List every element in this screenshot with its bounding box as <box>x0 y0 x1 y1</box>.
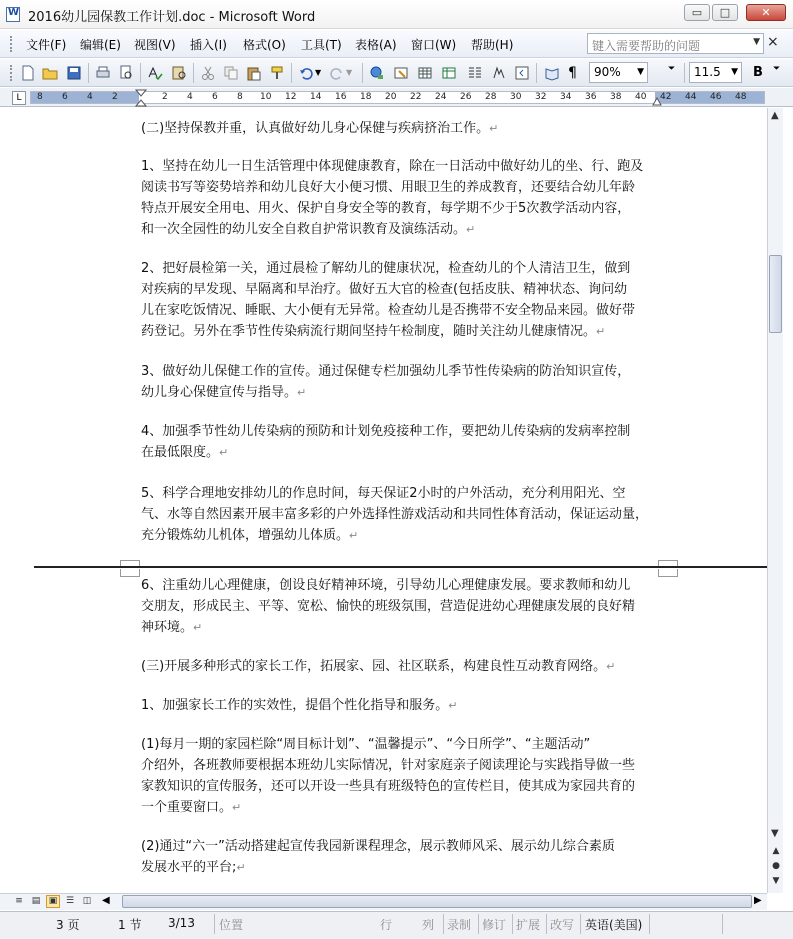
menu-format[interactable]: 格式(O) <box>243 38 286 52</box>
print-icon[interactable] <box>95 65 111 81</box>
menu-window[interactable]: 窗口(W) <box>411 38 457 52</box>
paragraph-mark: ↵ <box>606 660 616 673</box>
doc-line: 5、科学合理地安排幼儿的作息时间，每天保证2小时的户外活动，充分利用阳光、空 <box>141 486 626 501</box>
ruler-number: 24 <box>435 92 447 102</box>
document-map-icon[interactable] <box>514 65 530 81</box>
ruler-number: 20 <box>385 92 397 102</box>
word-app-icon[interactable] <box>6 7 20 22</box>
format-painter-icon[interactable] <box>269 65 285 81</box>
menu-view[interactable]: 视图(V) <box>134 38 176 52</box>
reading-layout-view-icon[interactable]: ◫ <box>82 896 92 906</box>
paste-icon[interactable] <box>246 65 262 81</box>
doc-paragraph[interactable] <box>141 734 661 818</box>
ruler-number: 4 <box>187 92 193 102</box>
doc-line: 充分锻炼幼儿机体，增强幼儿体质。 <box>141 528 350 543</box>
doc-line: (1)每月一期的家园栏除“周目标计划”、“温馨提示”、“今日所学”、“主题活动” <box>141 737 591 752</box>
normal-view-icon[interactable]: ≡ <box>15 896 23 906</box>
undo-dropdown-icon[interactable]: ▼ <box>315 68 322 77</box>
doc-close-icon[interactable]: × <box>767 34 779 50</box>
ruler-number: 4 <box>87 92 93 102</box>
zoom-select[interactable] <box>589 62 648 83</box>
doc-line: 幼儿身心保健宣传与指导。 <box>141 385 298 400</box>
doc-line: 1、加强家长工作的实效性，提倡个性化指导和服务。 <box>141 698 449 713</box>
status-page-of[interactable]: 3/13 <box>168 916 195 930</box>
chevron-down-icon[interactable]: ▼ <box>731 67 738 77</box>
doc-line: 特点开展安全用电、用火、保护自身安全等的教育，每学期不少于5次教学活动内容， <box>141 201 631 216</box>
doc-paragraph[interactable] <box>141 695 661 716</box>
print-layout-view-icon[interactable]: ▣ <box>46 895 60 908</box>
paragraph-mark: ↵ <box>297 386 307 399</box>
help-placeholder: 键入需要帮助的问题 <box>592 39 701 53</box>
toolbar-separator <box>88 63 89 83</box>
toolbar-separator <box>193 63 194 83</box>
doc-paragraph[interactable] <box>141 258 661 342</box>
new-document-icon[interactable] <box>20 65 36 81</box>
doc-line: 家教知识的宣传服务，还可以开设一些具有班级特色的宣传栏目，使其成为家园共育的 <box>141 779 636 794</box>
status-divider <box>478 914 479 934</box>
page-break <box>34 566 767 568</box>
undo-icon[interactable] <box>298 65 314 81</box>
doc-line: 在最低限度。 <box>141 445 220 460</box>
doc-line: (2)通过“六一”活动搭建起宣传我园新课程理念，展示教师风采、展示幼儿综合素质 <box>141 839 615 854</box>
save-icon[interactable] <box>66 65 82 81</box>
ruler-number: 12 <box>285 92 297 102</box>
chevron-down-icon[interactable]: ▼ <box>637 67 644 77</box>
status-position[interactable]: 位置 <box>219 918 244 932</box>
bold-button[interactable]: B <box>753 65 763 80</box>
doc-line: 儿在家吃饭情况、睡眠、大小便有无异常。检查幼儿是否携带不安全物品来园。做好带 <box>141 303 636 318</box>
insert-excel-icon[interactable] <box>441 65 457 81</box>
show-hide-marks-icon[interactable]: ¶ <box>568 65 577 81</box>
scroll-right-icon[interactable]: ▶ <box>754 895 762 906</box>
browse-object-icon[interactable]: ● <box>772 861 780 871</box>
paragraph-mark: ↵ <box>596 325 606 338</box>
ruler-number: 2 <box>112 92 118 102</box>
doc-line: 介绍外，各班教师要根据本班幼儿实际情况，针对家庭亲子阅读理论与实践指导做一些 <box>141 758 636 773</box>
ruler-number: 48 <box>735 92 747 102</box>
menu-tools[interactable]: 工具(T) <box>301 38 342 52</box>
outline-view-icon[interactable]: ☰ <box>65 896 75 906</box>
ruler-number: 2 <box>162 92 168 102</box>
ruler-number: 22 <box>410 92 422 102</box>
toolbar-separator <box>291 63 292 83</box>
paragraph-mark: ↵ <box>466 223 476 236</box>
toolbar-separator <box>684 63 685 83</box>
reading-icon[interactable] <box>544 65 560 81</box>
doc-paragraph[interactable] <box>141 483 661 546</box>
doc-paragraph[interactable] <box>141 156 661 240</box>
tab-selector[interactable]: L <box>12 91 26 105</box>
web-layout-view-icon[interactable]: ▤ <box>31 896 41 906</box>
ruler-number: 36 <box>585 92 597 102</box>
horizontal-scrollbar[interactable] <box>100 895 750 908</box>
ruler-number: 44 <box>685 92 697 102</box>
previous-page-icon[interactable]: ▲ <box>772 846 780 856</box>
doc-line: 2、把好晨检第一关，通过晨检了解幼儿的健康状况，检查幼儿的个人清洁卫生，做到 <box>141 261 631 276</box>
status-overtype[interactable]: 改写 <box>550 918 575 932</box>
toolbar-separator <box>140 63 141 83</box>
doc-line: 气、水等自然因素开展丰富多彩的户外选择性游戏活动和共同性体育活动，保证运动量， <box>141 507 649 522</box>
status-divider <box>649 914 650 934</box>
paragraph-mark: ↵ <box>219 446 229 459</box>
status-line[interactable]: 行 <box>380 918 393 932</box>
doc-line: 6、注重幼儿心理健康，创设良好精神环境，引导幼儿心理健康发展。要求教师和幼儿 <box>141 578 631 593</box>
menu-help[interactable]: 帮助(H) <box>471 38 514 52</box>
toolbar-separator <box>536 63 537 83</box>
help-search-input[interactable] <box>587 33 764 54</box>
next-page-icon[interactable]: ▼ <box>772 876 780 886</box>
doc-line: 和一次全园性的幼儿安全自救自护常识教育及演练活动。 <box>141 222 467 237</box>
doc-line: 1、坚持在幼儿一日生活管理中体现健康教育，除在一日活动中做好幼儿的坐、行、跑及 <box>141 159 644 174</box>
paragraph-mark: ↵ <box>232 801 242 814</box>
ruler-number: 30 <box>510 92 522 102</box>
doc-paragraph[interactable] <box>141 118 661 139</box>
status-column[interactable]: 列 <box>422 918 435 932</box>
maximize-button[interactable]: □ <box>712 4 738 21</box>
drawing-icon[interactable] <box>491 65 507 81</box>
doc-line: (二)坚持保教并重，认真做好幼儿身心保健与疾病挤治工作。 <box>141 121 490 136</box>
ruler-number: 8 <box>37 92 43 102</box>
ruler-number: 8 <box>237 92 243 102</box>
doc-line: 阅读书写等姿势培养和幼儿良好大小便习惯、用眼卫生的养成教育，还要结合幼儿年龄 <box>141 180 636 195</box>
redo-dropdown-icon[interactable]: ▼ <box>346 68 353 77</box>
doc-line: 4、加强季节性幼儿传染病的预防和计划免疫接种工作，要把幼儿传染病的发病率控制 <box>141 424 631 439</box>
menu-table[interactable]: 表格(A) <box>355 38 397 52</box>
cut-icon[interactable] <box>200 65 216 81</box>
paragraph-mark: ↵ <box>349 529 359 542</box>
redo-icon[interactable] <box>329 65 345 81</box>
paragraph-mark: ↵ <box>193 621 203 634</box>
columns-icon[interactable] <box>467 65 483 81</box>
status-divider <box>214 914 215 934</box>
ruler-margin-left <box>31 92 139 103</box>
research-icon[interactable] <box>171 65 187 81</box>
window-title: 2016幼儿园保教工作计划.doc - Microsoft Word <box>28 10 316 25</box>
ruler-number: 32 <box>535 92 547 102</box>
ruler-number: 10 <box>260 92 272 102</box>
status-section[interactable]: 1 节 <box>118 918 142 932</box>
ruler-number: 14 <box>310 92 322 102</box>
insert-table-icon[interactable] <box>417 65 433 81</box>
status-page[interactable]: 3 页 <box>56 918 80 932</box>
ruler-number: 46 <box>710 92 722 102</box>
page-corner-mark <box>120 569 140 577</box>
tables-borders-icon[interactable] <box>393 65 409 81</box>
vertical-scroll-thumb[interactable] <box>769 255 782 333</box>
horizontal-scroll-thumb[interactable] <box>122 895 752 908</box>
print-preview-icon[interactable] <box>118 65 134 81</box>
right-indent-marker-icon[interactable] <box>652 96 662 106</box>
menu-edit[interactable]: 编辑(E) <box>80 38 121 52</box>
status-record[interactable]: 录制 <box>447 918 472 932</box>
doc-line: 3、做好幼儿保健工作的宣传。通过保健专栏加强幼儿季节性传染病的防治知识宣传， <box>141 364 631 379</box>
doc-line: 交朋友，形成民主、平等、宽松、愉快的班级氛围，营造促进幼心理健康发展的良好精 <box>141 599 636 614</box>
status-divider <box>722 914 723 934</box>
ruler-number: 28 <box>485 92 497 102</box>
zoom-value: 90% <box>594 65 621 79</box>
status-divider <box>580 914 581 934</box>
ruler-number: 38 <box>610 92 622 102</box>
scroll-up-icon[interactable]: ▲ <box>771 110 779 121</box>
font-size-value: 11.5 <box>694 65 721 79</box>
status-language[interactable]: 英语(美国) <box>585 918 643 932</box>
menu-file[interactable]: 文件(F) <box>26 38 67 52</box>
toolbar-options-icon[interactable]: ⏷ <box>668 64 676 74</box>
doc-paragraph[interactable] <box>141 361 661 403</box>
menubar-grip-icon[interactable] <box>10 36 13 52</box>
doc-line: (三)开展多种形式的家长工作，拓展家、园、社区联系，构建良性互动教育网络。 <box>141 659 607 674</box>
toolbar-options-icon[interactable]: ⏷ <box>773 64 781 74</box>
doc-paragraph[interactable] <box>141 575 661 638</box>
spelling-icon[interactable] <box>147 65 163 81</box>
paragraph-mark: ↵ <box>236 861 246 874</box>
doc-line: 药登记。另外在季节性传染病流行期间坚持午检制度，随时关注幼儿健康情况。 <box>141 324 597 339</box>
doc-paragraph[interactable] <box>141 836 661 878</box>
doc-line: 对疾病的早发现、早隔离和早治疗。做好五大官的检查(包括皮肤、精神状态、询问幼 <box>141 282 628 297</box>
chevron-down-icon[interactable]: ▼ <box>753 37 760 47</box>
minimize-button[interactable]: ▭ <box>684 4 710 21</box>
doc-paragraph[interactable] <box>141 421 661 463</box>
paragraph-mark: ↵ <box>489 122 499 135</box>
vertical-scrollbar[interactable] <box>767 108 783 893</box>
ruler-number: 26 <box>460 92 472 102</box>
doc-line: 一个重要窗口。 <box>141 800 233 815</box>
status-divider <box>512 914 513 934</box>
open-folder-icon[interactable] <box>42 65 58 81</box>
toolbar-separator <box>362 63 363 83</box>
doc-line: 发展水平的平台; <box>141 860 237 875</box>
ruler-number: 6 <box>212 92 218 102</box>
paragraph-mark: ↵ <box>448 699 458 712</box>
hyperlink-icon[interactable] <box>369 65 385 81</box>
ruler-number: 18 <box>360 92 372 102</box>
ruler-number: 6 <box>62 92 68 102</box>
status-extend[interactable]: 扩展 <box>516 918 541 932</box>
indent-marker-icon[interactable] <box>135 89 147 108</box>
scroll-left-icon[interactable]: ◀ <box>102 895 110 906</box>
menu-insert[interactable]: 插入(I) <box>190 38 227 52</box>
document-canvas[interactable] <box>0 108 767 893</box>
doc-line: 神环境。 <box>141 620 194 635</box>
toolbar-grip-icon[interactable] <box>10 65 13 81</box>
page-corner-mark <box>658 569 678 577</box>
status-divider <box>443 914 444 934</box>
status-track-changes[interactable]: 修订 <box>482 918 507 932</box>
ruler-number: 42 <box>660 92 672 102</box>
ruler-number: 34 <box>560 92 572 102</box>
scroll-down-icon[interactable]: ▼ <box>771 828 779 839</box>
font-size-select[interactable] <box>689 62 742 83</box>
ruler-number: 40 <box>635 92 647 102</box>
close-button[interactable]: ✕ <box>746 4 786 21</box>
status-divider <box>546 914 547 934</box>
ruler-number: 16 <box>335 92 347 102</box>
copy-icon[interactable] <box>223 65 239 81</box>
doc-paragraph[interactable] <box>141 656 661 677</box>
